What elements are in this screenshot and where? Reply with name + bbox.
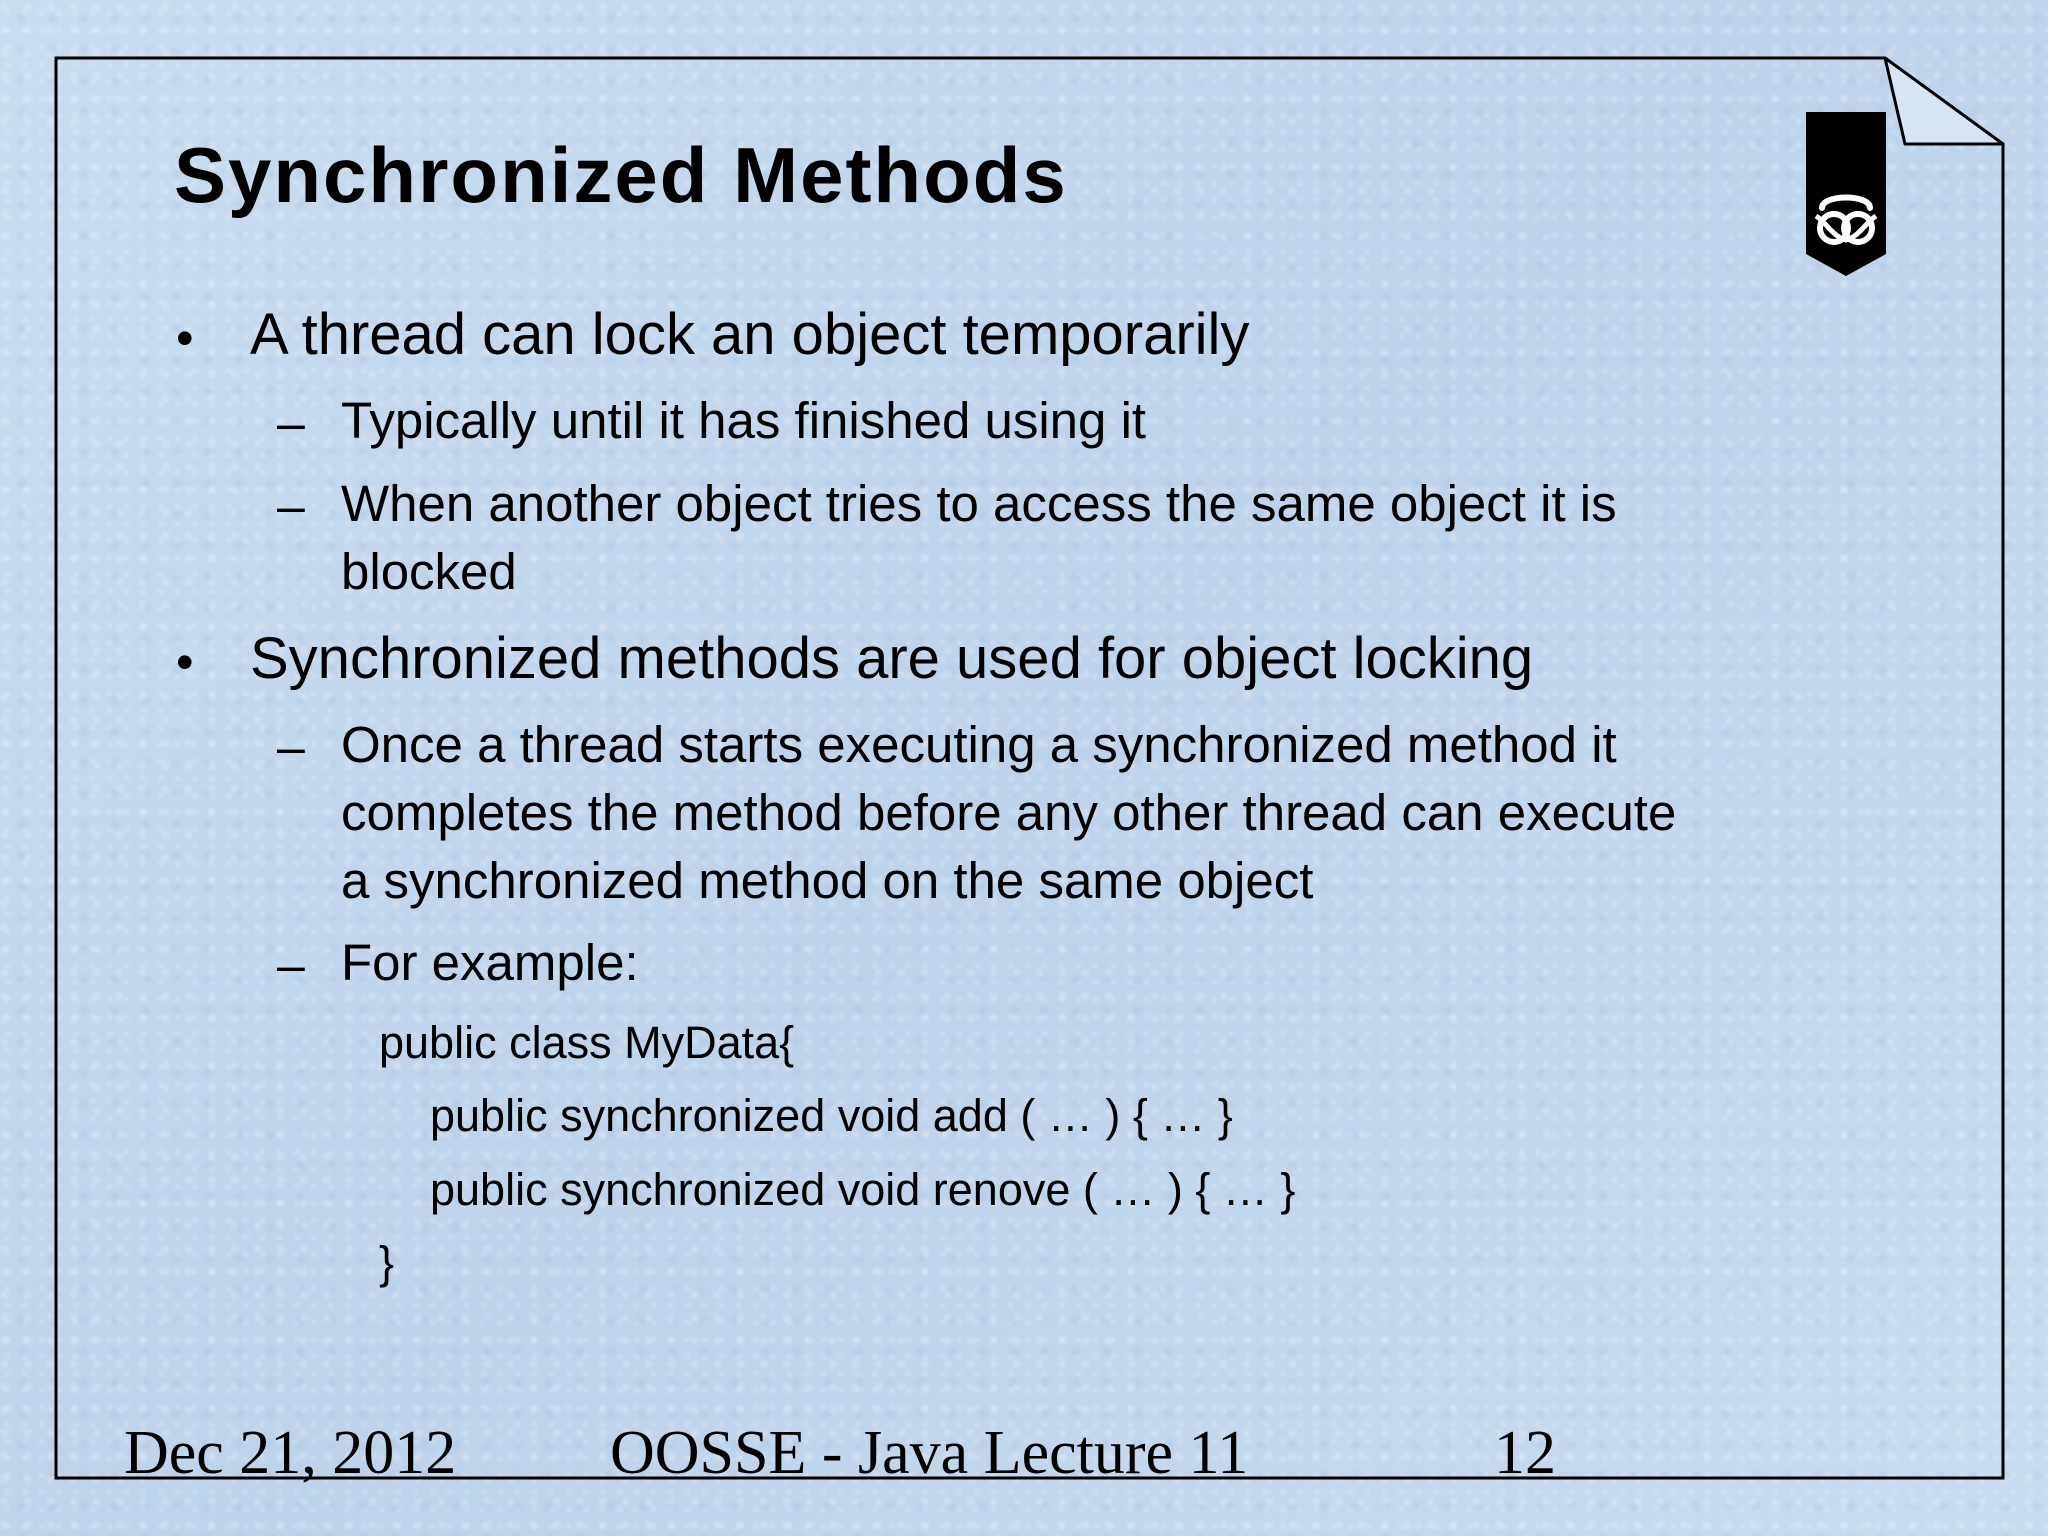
folded-corner — [1885, 58, 2003, 144]
sub-bullet-text: a synchronized method on the same object — [341, 852, 1314, 909]
bullet-text: A thread can lock an object temporarily — [250, 302, 1250, 367]
sub-bullet-marker: – — [277, 478, 305, 534]
sub-bullet-text: completes the method before any other thread can execute — [341, 784, 1677, 841]
sub-bullet-text: When another object tries to access the same object it is — [341, 475, 1617, 532]
footer-date: Dec 21, 2012 — [124, 1419, 457, 1487]
code-line: public class MyData{ — [379, 1017, 795, 1068]
bullet-text: Synchronized methods are used for object locking — [250, 626, 1534, 691]
sub-bullet-text: Typically until it has finished using it — [341, 392, 1147, 449]
sub-bullet-text: For example: — [341, 934, 639, 991]
bullet-marker: • — [176, 310, 194, 366]
sub-bullet-text: Once a thread starts executing a synchronized method it — [341, 716, 1617, 773]
code-line: public synchronized void renove ( … ) { … } — [430, 1164, 1296, 1215]
sub-bullet-marker: – — [277, 937, 305, 993]
sub-bullet-marker: – — [277, 719, 305, 775]
university-crest-icon — [1806, 112, 1886, 276]
code-line: public synchronized void add ( … ) { … } — [430, 1090, 1233, 1141]
sub-bullet-marker: – — [277, 395, 305, 451]
footer-course: OOSSE - Java Lecture 11 — [610, 1419, 1249, 1487]
bullet-marker: • — [176, 634, 194, 690]
footer-page-number: 12 — [1494, 1419, 1556, 1487]
slide-title: Synchronized Methods — [174, 131, 1068, 219]
sub-bullet-text: blocked — [341, 543, 517, 600]
code-line: } — [379, 1237, 395, 1288]
